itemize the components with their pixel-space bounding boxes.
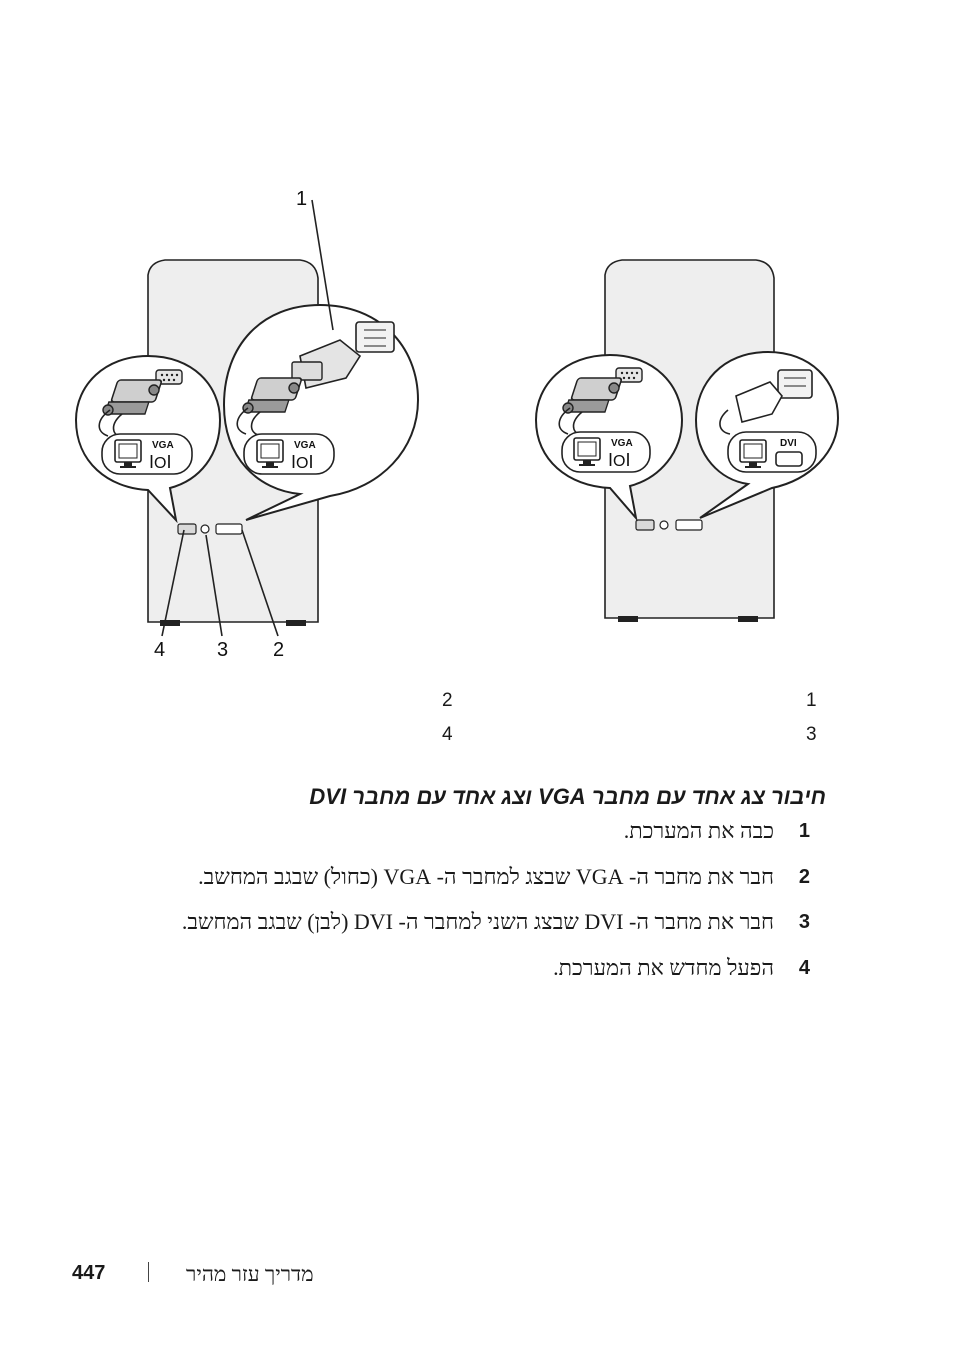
callout-2: 2 [273,639,285,661]
callout-3: 3 [217,639,229,661]
dvi-port-label: DVI [780,438,797,449]
step-text-3: חבר את מחבר ה- DVI שבצג השני למחבר ה- DVI (לבן) שבגב המחשב. [181,909,774,934]
section-title: חיבור צג אחד עם מחבר VGA וצג אחד עם מחבר DVI [309,784,826,809]
svg-text:IOI: IOI [149,452,172,472]
footer-divider [148,1262,149,1282]
vga-port-label: VGA [611,438,633,449]
step-number-3: 3 [798,911,810,933]
page-number: 447 [72,1262,106,1284]
step-text-4: הפעל מחדש את המערכת. [553,955,774,980]
vga-port-label: VGA [152,440,174,451]
vga-port-label: VGA [294,440,316,451]
svg-text:IOI: IOI [608,450,631,470]
footer-title: מדריך עזר מהיר [186,1262,314,1286]
step-text-2: חבר את מחבר ה- VGA שבצג למחבר ה- VGA (כחול) שבגב המחשב. [198,864,774,889]
step-number-4: 4 [798,957,810,979]
legend-num-1: 1 [806,690,817,711]
callout-1: 1 [296,188,308,210]
svg-text:IOI: IOI [291,452,314,472]
step-number-1: 1 [798,820,810,842]
legend-num-2: 2 [442,690,453,711]
callout-4: 4 [154,639,166,661]
legend-num-4: 4 [442,724,453,745]
step-text-1: כבה את המערכת. [623,818,774,843]
step-number-2: 2 [798,866,810,888]
legend-num-3: 3 [806,724,817,745]
